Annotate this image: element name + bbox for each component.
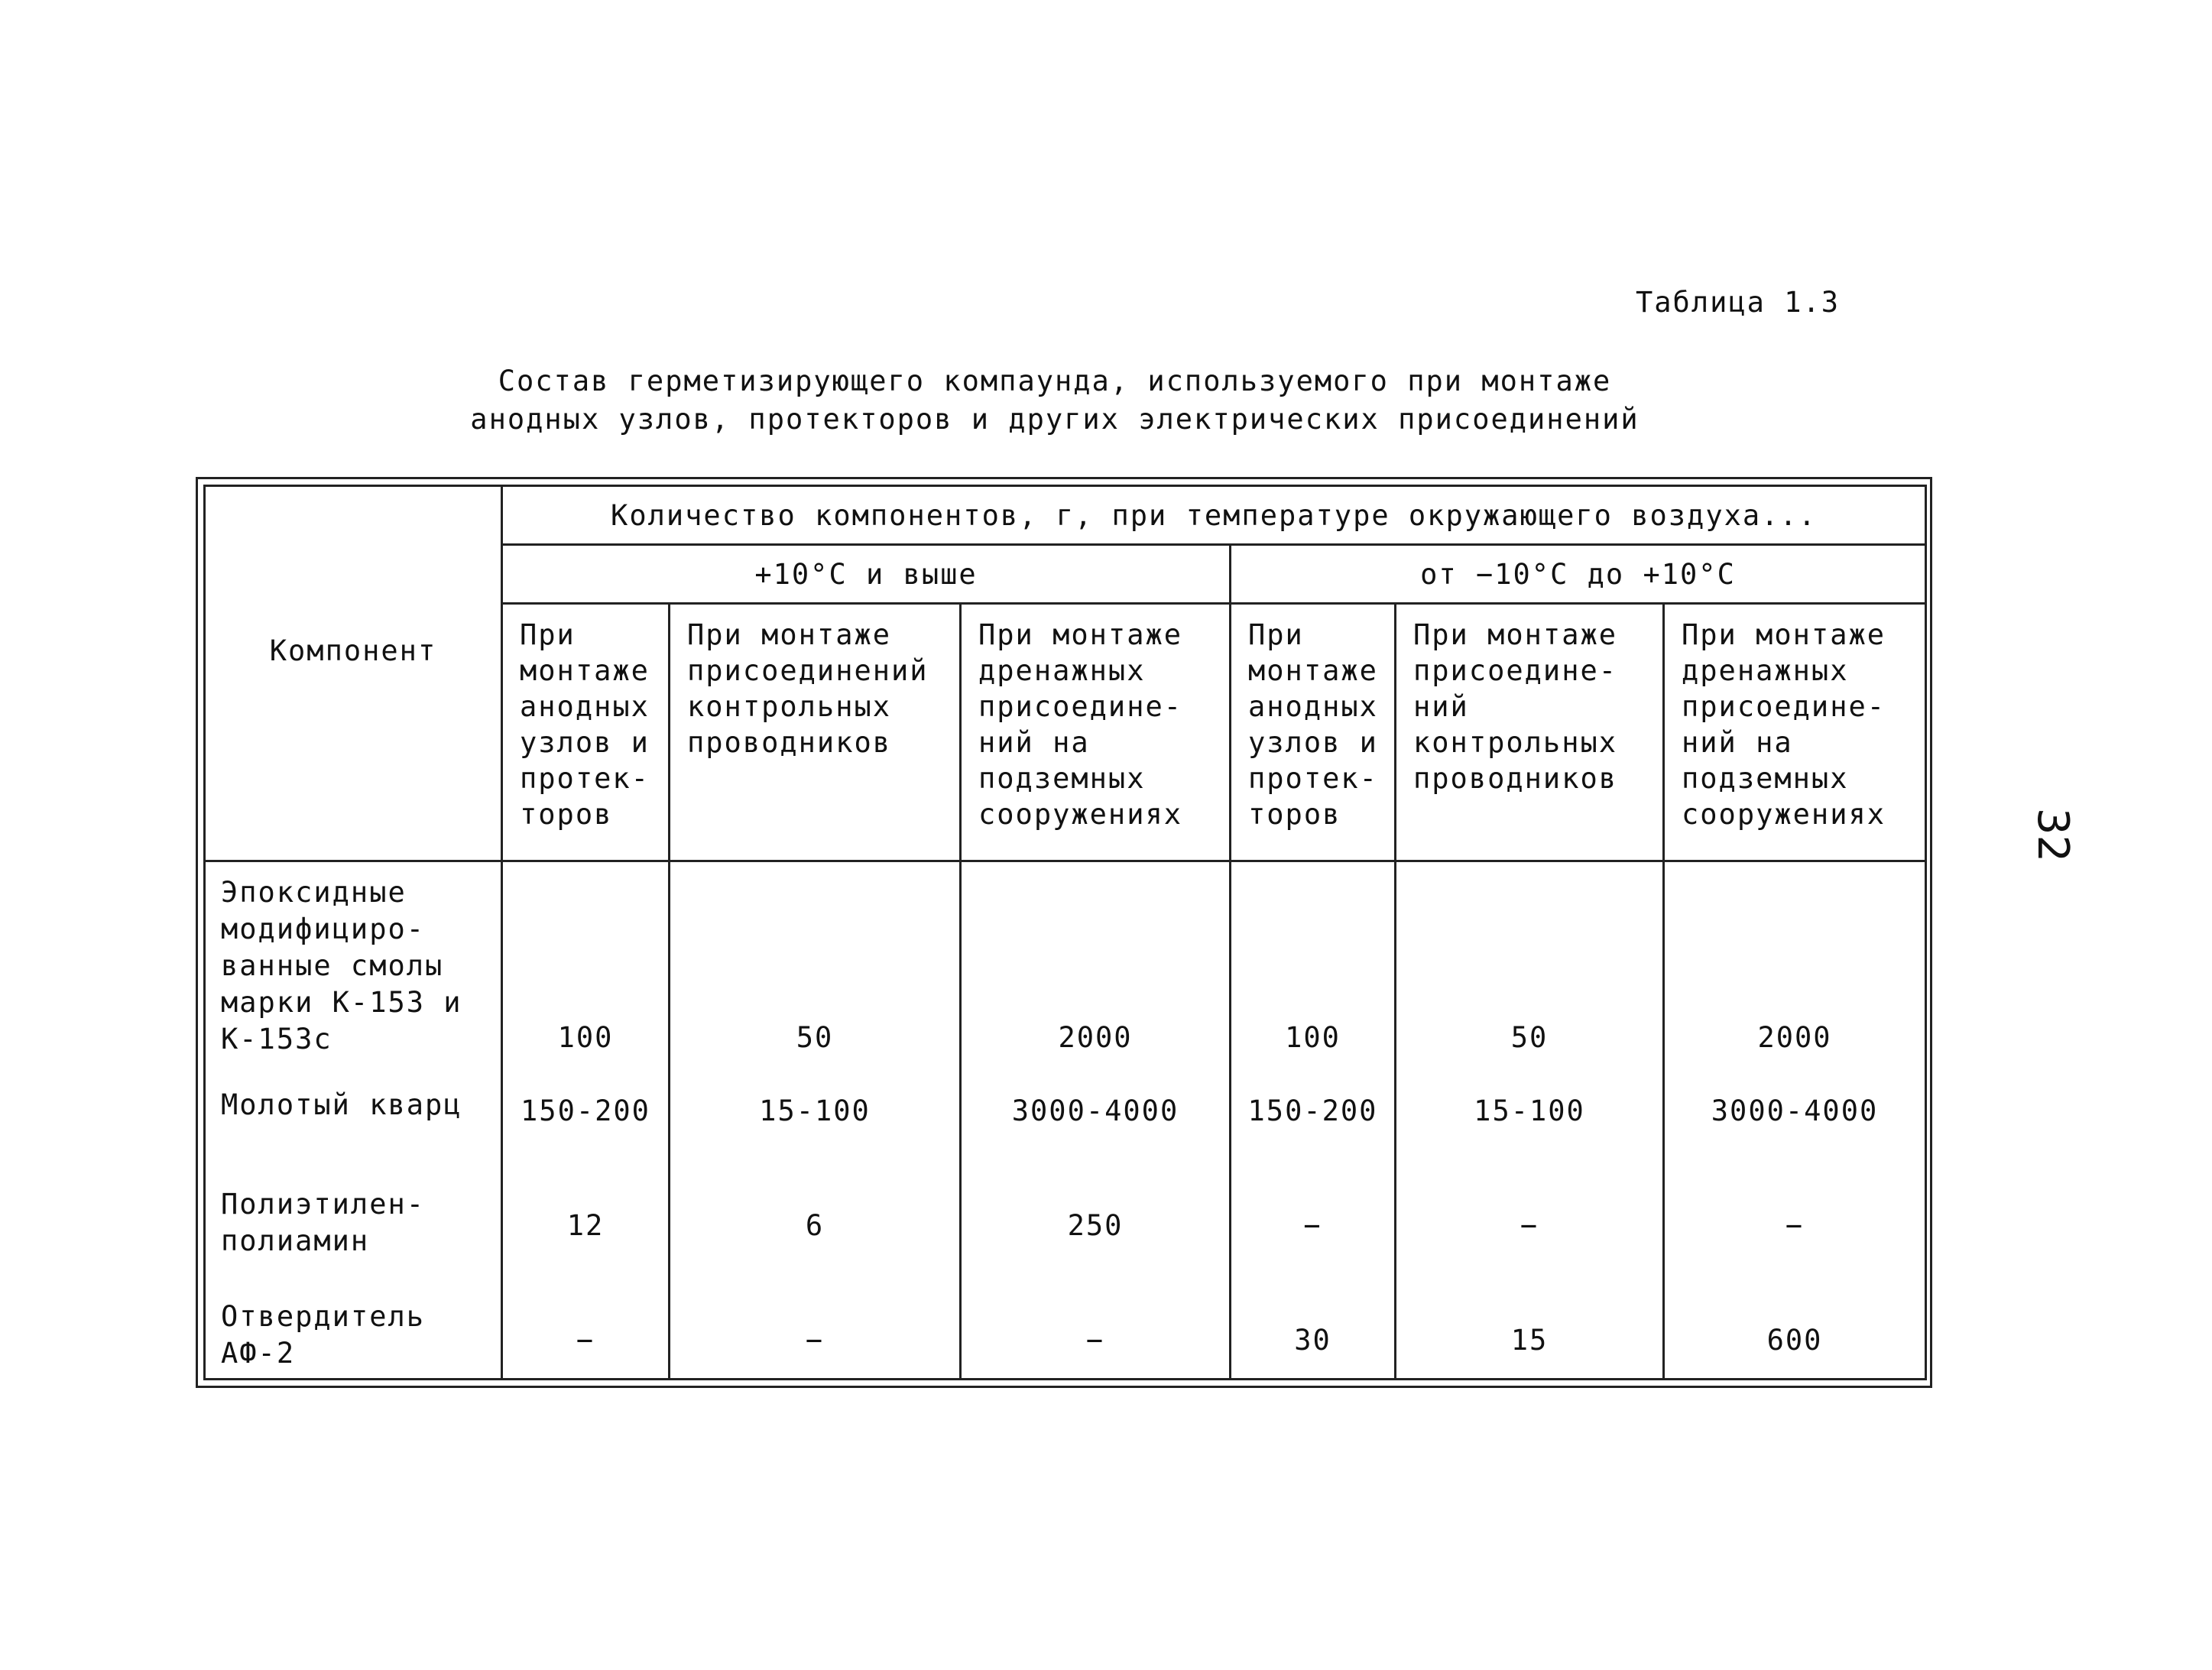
composition-table-frame (196, 477, 1932, 1388)
value-cell: 15-100 (1474, 1094, 1585, 1127)
value-cell: − (1520, 1209, 1539, 1242)
value-cell: 250 (1067, 1209, 1124, 1242)
value-cell: 2000 (1058, 1021, 1133, 1054)
values-column-4 (1231, 861, 1396, 1380)
value-cell: 600 (1766, 1324, 1823, 1357)
value-cell: 100 (1285, 1021, 1341, 1054)
value-cell: 15 (1510, 1324, 1549, 1357)
subheader-high-control: При монтаже присоединений контрольных проводников (670, 604, 961, 861)
value-cell: 6 (805, 1209, 825, 1242)
value-cell: 50 (1510, 1021, 1549, 1054)
subheader-low-drainage: При монтаже дренажных присоедине- ний на подземных сооружениях (1664, 604, 1926, 861)
value-cell: 3000-4000 (1711, 1094, 1879, 1127)
subheader-high-anode: При монтаже анодных узлов и протек- торов (502, 604, 670, 861)
values-column-1 (502, 861, 670, 1380)
value-cell: 15-100 (759, 1094, 871, 1127)
values-column-3 (961, 861, 1231, 1380)
table-caption (428, 362, 1682, 439)
component-hardener: Отвердитель АФ-2 (221, 1300, 426, 1370)
header-temp-high: +10°C и выше (502, 545, 1231, 604)
component-column (205, 861, 502, 1380)
value-cell: 100 (557, 1021, 614, 1054)
value-cell: 30 (1294, 1324, 1331, 1357)
value-cell: − (1785, 1209, 1805, 1242)
page-number: 32 (2028, 807, 2078, 863)
header-temp-low: от −10°C до +10°C (1231, 545, 1926, 604)
values-column-2 (670, 861, 961, 1380)
value-cell: 150-200 (1247, 1094, 1378, 1127)
caption-line-2: анодных узлов, протекторов и других электрических присоединений (470, 403, 1640, 436)
value-cell: − (1303, 1209, 1322, 1242)
subheader-high-drainage: При монтаже дренажных присоедине- ний на подземных сооружениях (961, 604, 1231, 861)
table-label: Таблица 1.3 (1636, 286, 1841, 319)
value-cell: − (576, 1324, 595, 1357)
component-polyethylene-polyamine: Полиэтилен- полиамин (221, 1188, 426, 1257)
header-component: Компонент (205, 486, 502, 861)
component-epoxy: Эпоксидные модифициро- ванные смолы марки К-153 и К-153с (221, 876, 462, 1056)
value-cell: 3000-4000 (1011, 1094, 1179, 1127)
caption-line-1: Состав герметизирующего компаунда, используемого при монтаже (498, 365, 1612, 397)
value-cell: 50 (796, 1021, 834, 1054)
values-column-6 (1664, 861, 1926, 1380)
value-cell: 150-200 (521, 1094, 650, 1127)
subheader-low-anode: При монтаже анодных узлов и протек- торов (1231, 604, 1396, 861)
values-column-5 (1396, 861, 1664, 1380)
composition-table (203, 485, 1927, 1380)
header-quantity: Количество компонентов, г, при температуре окружающего воздуха... (502, 486, 1926, 545)
value-cell: 12 (566, 1209, 605, 1242)
component-quartz: Молотый кварц (221, 1088, 462, 1121)
value-cell: 2000 (1757, 1021, 1832, 1054)
value-cell: − (805, 1324, 825, 1357)
subheader-low-control: При монтаже присоедине- ний контрольных проводников (1396, 604, 1664, 861)
value-cell: − (1085, 1324, 1105, 1357)
